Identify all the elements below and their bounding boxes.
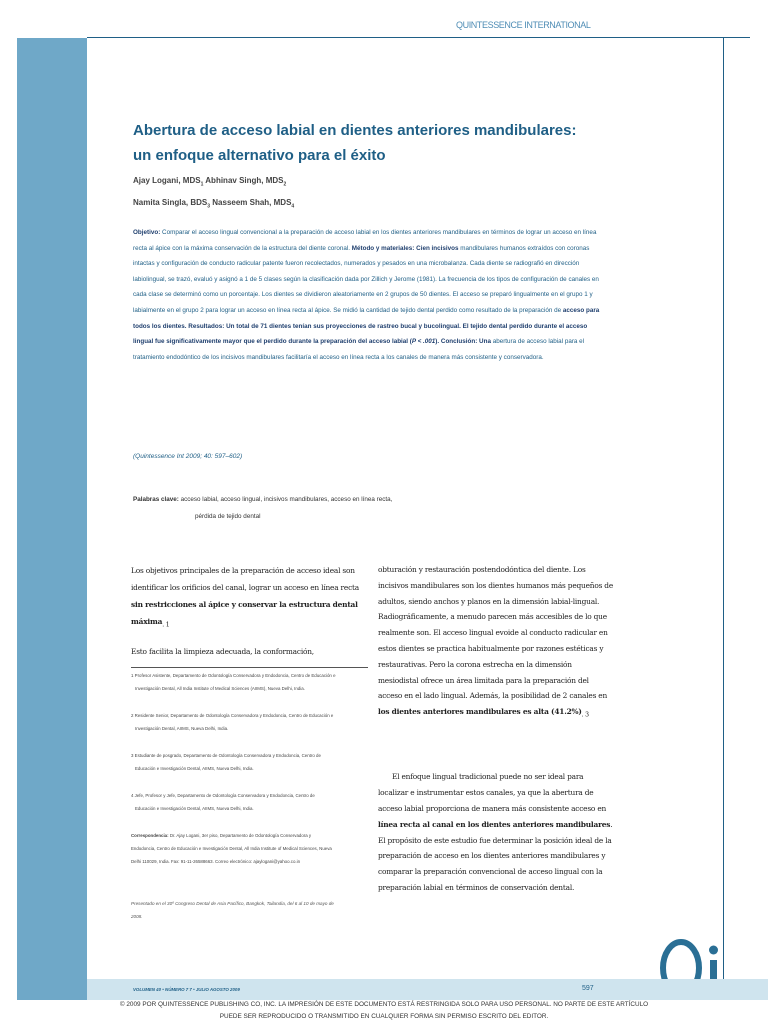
abstract-methods-tail: acceso para todos los dientes. bbox=[133, 306, 600, 330]
abstract-methods-label: Método y materiales: bbox=[351, 244, 415, 252]
affiliation-text: 1 Profesor Asistente, Departamento de Odontología Conservadora y Endodoncia, Centro de Educación e bbox=[131, 673, 336, 678]
abstract-methods-lead: Cien incisivos bbox=[416, 244, 459, 252]
page-number: 597 bbox=[582, 985, 594, 992]
copyright-line: PUEDE SER REPRODUCIDO O TRANSMITIDO EN CUALQUIER FORMA SIN PERMISO ESCRITO DEL EDITOR. bbox=[219, 1013, 549, 1020]
reference-mark: . 1 bbox=[162, 621, 170, 629]
correspondence-text: Endodoncia, Centro de Educación e Investigación Dental, All India Institute of Medical Sciences, Nueva bbox=[131, 846, 332, 851]
presented-note bbox=[131, 897, 361, 923]
abstract-results-text: Un total de 71 dientes tenían sus proyecciones de rastreo bucal y bucolingual. El tejido dental perdido durante el acceso lingual fue significativamente mayor que el perdido durante la preparación del acceso labial ( bbox=[133, 322, 588, 346]
correspondence-label: Correspondencia: bbox=[131, 833, 169, 838]
presented-text: 2008. bbox=[131, 914, 143, 919]
journal-name: QUINTESSENCE INTERNATIONAL bbox=[456, 20, 591, 30]
copyright-notice bbox=[0, 999, 768, 1023]
citation: (Quintessence Int 2009; 40: 597–602) bbox=[133, 453, 243, 460]
right-margin-rule bbox=[723, 38, 724, 1000]
body-text: Los objetivos principales de la preparación de acceso ideal son identificar los orificios del canal, lograr un acceso en línea recta bbox=[131, 566, 359, 592]
correspondence-text: Dr. Ajay Logani, 3er piso, Departamento de Odontología Conservadora y bbox=[169, 833, 312, 838]
affiliation-text: 2 Residente Senior, Departamento de Odontología Conservadora y Endodoncia, Centro de Educación e bbox=[131, 713, 334, 718]
keywords-continued: pérdida de tejido dental bbox=[195, 513, 261, 520]
correspondence-line bbox=[131, 829, 371, 842]
abstract-objective-text: Comparar el acceso lingual convencional a la preparación de acceso labial en los dientes anteriores mandibulares en términos de lograr un acceso en línea recta al ápice con la máxima conservación de la estructura del diente coronal. bbox=[133, 229, 597, 252]
author-affiliation-mark: 3 bbox=[207, 203, 211, 210]
author-line-1 bbox=[133, 172, 693, 194]
keywords-label: Palabras clave: bbox=[133, 496, 179, 503]
correspondence bbox=[131, 829, 371, 868]
article-title bbox=[133, 118, 693, 168]
affiliation-2 bbox=[131, 709, 371, 735]
body-paragraph bbox=[378, 562, 614, 723]
abstract-objective-label: Objetivo: bbox=[133, 229, 161, 236]
body-column-left bbox=[131, 562, 371, 660]
body-text-bold: línea recta al canal en los dientes anteriores mandibulares bbox=[378, 819, 611, 829]
body-text-bold: los dientes anteriores mandibulares es alta (41.2%) bbox=[378, 707, 582, 717]
header-rule bbox=[87, 37, 750, 38]
author-name: Namita Singla, BDS bbox=[133, 197, 208, 207]
affiliation-rule bbox=[131, 667, 368, 668]
reference-mark: . 3 bbox=[581, 711, 589, 719]
abstract-methods-text: mandibulares humanos extraídos con coronas intactas y configuración de conducto radicular patente fueron recolectados, numerados y pesados en una microbalanza. Cada diente se radiografió en dirección labiolingual, se trazó, evaluó y asignó a 1 de 5 clases según la clasificación dada por Zillich y Jerome (1981). La frecuencia de los tipos de configuración de canales en cada clase se determinó como un porcentaje. Los dientes se dividieron aleatoriamente en 2 grupos de 50 dientes. El acceso se preparó lingualmente en el grupo 1 y labialmente en el grupo 2 para lograr un acceso en línea recta al ápice. Se midió la cantidad de tejido dental perdido como resultado de la preparación de bbox=[133, 244, 599, 314]
author-name: Nasseem Shah, MDS bbox=[212, 197, 292, 207]
abstract-p-value: P < .001 bbox=[411, 338, 436, 346]
keywords bbox=[133, 491, 603, 525]
abstract-conclusion-lead: Una bbox=[479, 338, 491, 346]
author-line-2 bbox=[133, 194, 693, 216]
author-affiliation-mark: 1 bbox=[200, 181, 204, 188]
author-name: Ajay Logani, MDS bbox=[133, 176, 201, 185]
affiliation-text: 3 Estudiante de posgrado, Departamento de Odontología Conservadora y Endodoncia, Centro de bbox=[131, 753, 321, 758]
affiliation-4 bbox=[131, 789, 371, 815]
article-title-line2: un enfoque alternativo para el éxito bbox=[133, 147, 386, 164]
affiliation-text: Investigación Dental, All India Institute of Medical Sciences (AIIMS), Nueva Delhi, India. bbox=[135, 686, 305, 691]
body-paragraph: Esto facilita la limpieza adecuada, la conformación, bbox=[131, 647, 314, 657]
author-affiliation-mark: 4 bbox=[291, 203, 295, 210]
correspondence-text: Delhi 110029, India. Fax: 91-11-26588663. Correo electrónico: ajaylogani@yahoo.co.in bbox=[131, 859, 301, 864]
affiliation-1 bbox=[131, 669, 371, 695]
abstract-results-label: Resultados: bbox=[188, 322, 225, 330]
article-title-line1: Abertura de acceso labial en dientes anteriores mandibulares: bbox=[133, 122, 577, 139]
keywords-text: acceso labial, acceso lingual, incisivos mandibulares, acceso en línea recta, bbox=[180, 496, 393, 503]
footer-issue: VOLUMEN 40 • NÚMERO 7 7 • JULIO AGOSTO 2009 bbox=[133, 987, 240, 992]
affiliation-text: 4 Jefe, Profesor y Jefe, Departamento de Odontología Conservadora y Endodoncia, Centro de bbox=[131, 793, 315, 798]
abstract-conclusion-text: abertura de acceso labial para el tratamiento endodóntico de los incisivos mandibulares facilitaría el acceso en línea recta a los canales de manera más consistente y conservadora. bbox=[133, 338, 585, 361]
body-text: obturación y restauración postendodóntica del diente. Los incisivos mandibulares son los dientes humanos más pequeños de adultos, siendo anchos y planos en la dimensión labial-lingual. Radiográficamente, a menudo parecen más accesibles de lo que realmente son. El acceso lingual evoide al conducto radicular en estos dientes se practica habitualmente por razones estéticas y restaurativas. Pero la corona estrecha en la dimensión mesiodistal ofrece un área limitada para la preparación del acceso en el lado lingual. Además, la posibilidad de 2 canales en bbox=[378, 565, 614, 701]
presented-text: Presentado en el 30º Congreso Dental de Asia Pacífico, Bangkok, Tailandia, del 6 al 10 de mayo de bbox=[131, 901, 334, 906]
body-paragraph bbox=[378, 769, 614, 895]
affiliation-3 bbox=[131, 749, 371, 775]
body-paragraph bbox=[131, 562, 371, 633]
abstract-results-end: ). bbox=[435, 338, 440, 346]
copyright-line: © 2009 POR QUINTESSENCE PUBLISHING CO, INC. LA IMPRESIÓN DE ESTE DOCUMENTO ESTÁ RESTRINGIDA SOLO PARA USO PERSONAL. NO PARTE DE ESTE ARTÍCULO bbox=[119, 1001, 649, 1008]
body-column-right bbox=[378, 562, 614, 896]
author-affiliation-mark: 2 bbox=[283, 181, 287, 188]
affiliation-text: Educación e Investigación Dental, AIIMS, Nueva Delhi, India. bbox=[135, 806, 254, 811]
abstract-conclusion-label: Conclusión: bbox=[440, 338, 478, 346]
body-text: . El propósito de este estudio fue determinar la posición ideal de la preparación de acceso en los dientes anteriores mandibulares y comparar la preparación convencional de acceso lingual con la preparación labial en términos de conservación dental. bbox=[378, 819, 613, 893]
abstract bbox=[133, 225, 605, 365]
author-list bbox=[133, 172, 693, 215]
affiliation-text: Educación e Investigación Dental, AIIMS, Nueva Delhi, India. bbox=[135, 766, 254, 771]
body-text-bold: sin restricciones al ápice y conservar la estructura dental máxima bbox=[131, 600, 358, 626]
author-name: Abhinav Singh, MDS bbox=[205, 176, 284, 185]
journal-sidebar-band bbox=[17, 38, 87, 1000]
affiliation-text: Investigación Dental, AIIMS, Nueva Delhi, India. bbox=[135, 726, 229, 731]
body-text: El enfoque lingual tradicional puede no ser ideal para localizar e instrumentar estos canales, ya que la abertura de acceso labial proporciona de manera más consistente acceso en bbox=[378, 772, 607, 814]
